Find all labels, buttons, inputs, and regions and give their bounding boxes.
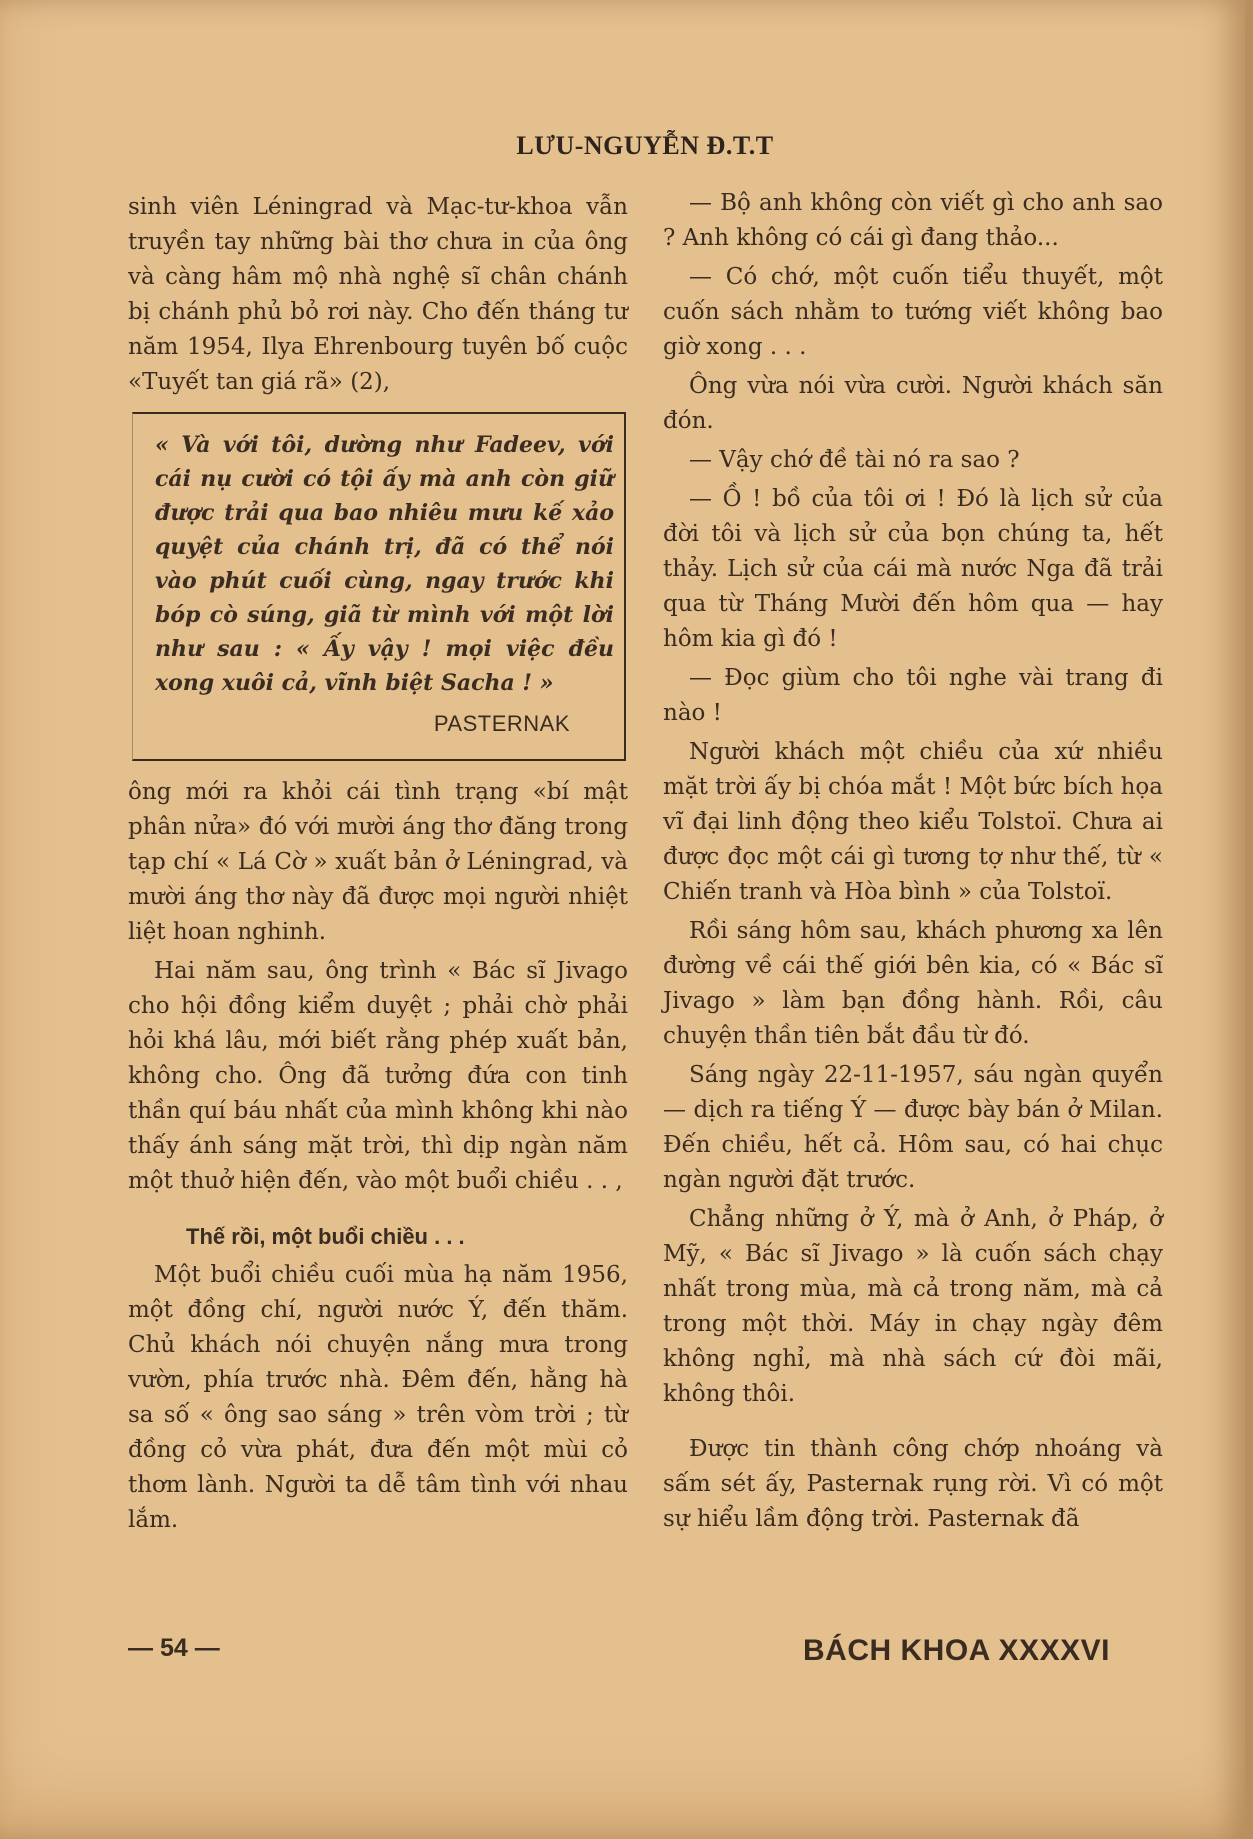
author-header: LƯU-NGUYỄN Đ.T.T [516,131,774,160]
right-paragraph-9: Sáng ngày 22-11-1957, sáu ngàn quyển — dịch ra tiếng Ý — được bày bán ở Milan. Đến chiều, hết cả. Hôm sau, có hai chục ngàn người đặt trước. [663,1062,1163,1193]
epigraph-quote-box [132,412,626,761]
epigraph-quote-text: « Và với tôi, dường như Fadeev, với cái nụ cười có tội ấy mà anh còn giữ được trải qua bao nhiêu mưu kế xảo quyệt của chánh trị, đã có thể nói vào phút cuối cùng, ngay trước khi bóp cò súng, giã từ mình với một lời như sau : « Ấy vậy ! mọi việc đều xong xuôi cả, vĩnh biệt Sacha ! » [155,432,614,696]
left-paragraph-1: sinh viên Léningrad và Mạc-tư-khoa vẫn truyền tay những bài thơ chưa in của ông và càng hâm mộ nhà nghệ sĩ chân chánh bị chánh phủ bỏ rơi này. Cho đến tháng tư năm 1954, Ilya Ehrenbourg tuyên bố cuộc «Tuyết tan giá rã» (2), [128,194,628,395]
left-column [128,190,628,1538]
section-subheading: Thế rồi, một buổi chiều . . . [186,1224,465,1249]
right-paragraph-10: Chẳng những ở Ý, mà ở Anh, ở Pháp, ở Mỹ, « Bác sĩ Jivago » là cuốn sách chạy nhất trong mùa, mà cả trong năm, mà cả trong một thời. Máy in chạy ngày đêm không nghỉ, mà nhà sách cứ đòi mãi, không thôi. [663,1206,1163,1407]
right-paragraph-7: Người khách một chiều của xứ nhiều mặt trời ấy bị chóa mắt ! Một bức bích họa vĩ đại linh động theo kiểu Tolstoï. Chưa ai được đọc một cái gì tương tợ như thế, từ « Chiến tranh và Hòa bình » của Tolstoï. [663,739,1163,905]
left-paragraph-4: Một buổi chiều cuối mùa hạ năm 1956, một đồng chí, người nước Ý, đến thăm. Chủ khách nói chuyện nắng mưa trong vườn, phía trước nhà. Đêm đến, hằng hà sa số « ông sao sáng » trên vòm trời ; từ đồng cỏ vừa phát, đưa đến một mùi cỏ thơm lành. Người ta dễ tâm tình với nhau lắm. [128,1262,628,1533]
right-paragraph-4: — Vậy chớ đề tài nó ra sao ? [689,447,1020,473]
right-paragraph-6: — Đọc giùm cho tôi nghe vài trang đi nào ! [663,665,1163,726]
left-paragraph-2: ông mới ra khỏi cái tình trạng «bí mật phân nửa» đó với mười áng thơ đăng trong tạp chí « Lá Cờ » xuất bản ở Léningrad, và mười áng thơ này đã được mọi người nhiệt liệt hoan nghinh. [128,779,628,945]
right-paragraph-1: — Bộ anh không còn viết gì cho anh sao ? Anh không có cái gì đang thảo... [663,190,1163,251]
page-number: — 54 — [128,1634,220,1662]
right-paragraph-8: Rồi sáng hôm sau, khách phương xa lên đường về cái thế giới bên kia, có « Bác sĩ Jivago » làm bạn đồng hành. Rồi, câu chuyện thần tiên bắt đầu từ đó. [663,918,1163,1049]
right-paragraph-5: — Ồ ! bồ của tôi ơi ! Đó là lịch sử của đời tôi và lịch sử của bọn chúng ta, hết thảy. Lịch sử của cái mà nước Nga đã trải qua từ Tháng Mười đến hôm qua — hay hôm kia gì đó ! [663,486,1163,652]
right-paragraph-3: Ông vừa nói vừa cười. Người khách săn đón. [663,373,1163,434]
left-paragraph-3: Hai năm sau, ông trình « Bác sĩ Jivago cho hội đồng kiểm duyệt ; phải chờ phải hỏi khá lâu, mới biết rằng phép xuất bản, không cho. Ông đã tưởng đứa con tinh thần quí báu nhất của mình không khi nào thấy ánh sáng mặt trời, thì dịp ngàn năm một thuở hiện đến, vào một buổi chiều . . , [128,958,628,1194]
epigraph-author: PASTERNAK [433,711,570,736]
right-paragraph-2: — Có chớ, một cuốn tiểu thuyết, một cuốn sách nhằm to tướng viết không bao giờ xong . . . [663,264,1163,360]
right-paragraph-11: Được tin thành công chớp nhoáng và sấm sét ấy, Pasternak rụng rời. Vì có một sự hiểu lầm động trời. Pasternak đã [663,1436,1163,1532]
right-column [663,186,1163,1541]
magazine-title: BÁCH KHOA XXXXVI [803,1634,1110,1667]
